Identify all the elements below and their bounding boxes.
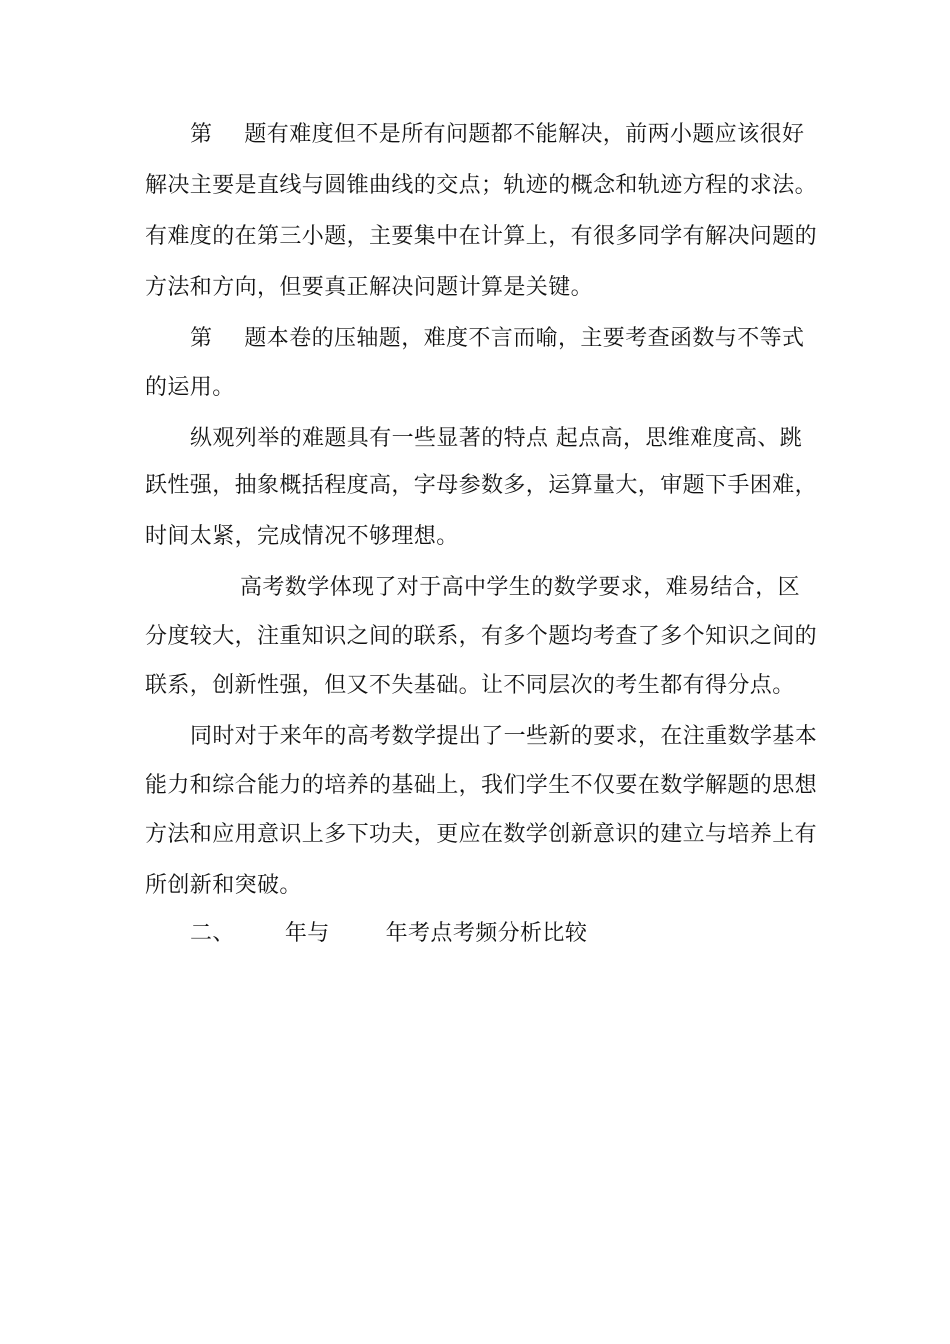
paragraph-4-line-3: 联系，创新性强，但又不失基础。让不同层次的考生都有得分点。 xyxy=(145,673,795,698)
paragraph-3-line-3: 时间太紧，完成情况不够理想。 xyxy=(145,524,459,549)
paragraph-1-line-3: 有难度的在第三小题，主要集中在计算上，有很多同学有解决问题的 xyxy=(145,224,818,249)
paragraph-4-line-1: 高考数学体现了对于高中学生的数学要求，难易结合，区 xyxy=(240,575,801,600)
paragraph-5-line-1: 同时对于来年的高考数学提出了一些新的要求，在注重数学基本 xyxy=(190,724,818,749)
paragraph-4-line-2: 分度较大，注重知识之间的联系，有多个题均考查了多个知识之间的 xyxy=(145,624,818,649)
section-heading xyxy=(190,914,815,954)
section-heading-part-1: 年与 xyxy=(284,921,330,946)
section-heading-number: 二、 xyxy=(190,921,235,946)
paragraph-3-line-2: 跃性强，抽象概括程度高，字母参数多，运算量大，审题下手困难， xyxy=(145,473,818,498)
paragraph-1-line-1 xyxy=(190,115,815,155)
paragraph-2-line-1 xyxy=(190,319,815,359)
paragraph-2-line-2: 的运用。 xyxy=(145,375,235,400)
paragraph-5-line-3: 方法和应用意识上多下功夫，更应在数学创新意识的建立与培养上有 xyxy=(145,822,818,847)
paragraph-1-text: 题有难度但不是所有问题都不能解决，前两小题应该很好 xyxy=(244,122,805,147)
paragraph-1-line-2: 解决主要是直线与圆锥曲线的交点；轨迹的概念和轨迹方程的求法。 xyxy=(145,173,818,198)
paragraph-5-line-2: 能力和综合能力的培养的基础上，我们学生不仅要在数学解题的思想 xyxy=(145,773,818,798)
paragraph-1-prefix: 第 xyxy=(190,122,213,147)
paragraph-5-line-4: 所创新和突破。 xyxy=(145,873,302,898)
section-heading-part-2: 年考点考频分析比较 xyxy=(385,921,588,946)
paragraph-3-line-1: 纵观列举的难题具有一些显著的特点 起点高，思维难度高、跳 xyxy=(190,426,803,451)
paragraph-1-line-4: 方法和方向，但要真正解决问题计算是关键。 xyxy=(145,275,594,300)
paragraph-2-text: 题本卷的压轴题，难度不言而喻，主要考查函数与不等式 xyxy=(244,326,805,351)
paragraph-2-prefix: 第 xyxy=(190,326,213,351)
